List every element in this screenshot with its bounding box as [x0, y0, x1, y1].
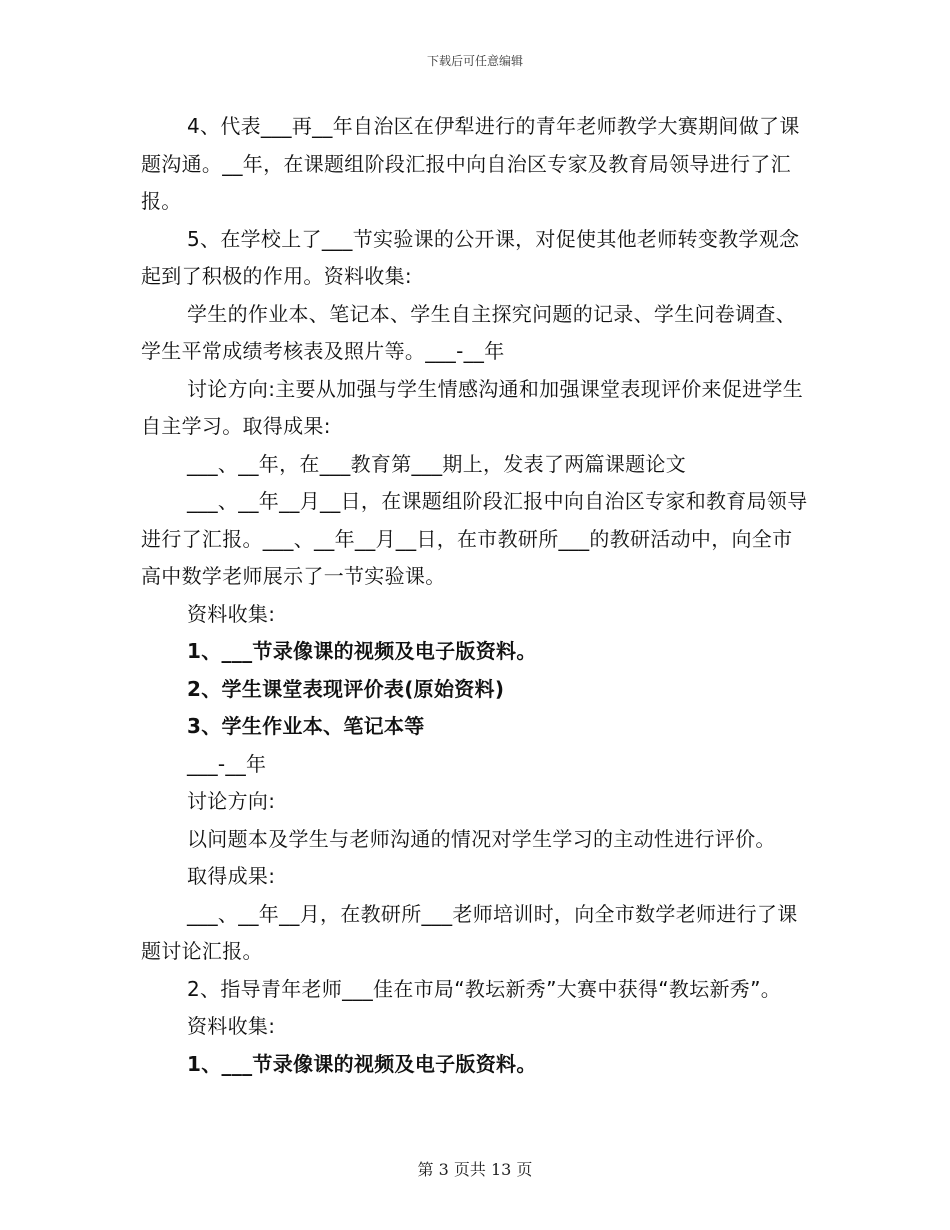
paragraph-result-training: ___、__年__月，在教研所___老师培训时，向全市数学老师进行了课题讨论汇报。 — [141, 901, 798, 963]
list-item-homework: 3、学生作业本、笔记本等 — [187, 714, 425, 738]
paragraph-direction-heading: 讨论方向: — [187, 789, 276, 813]
paragraph-materials-heading: 资料收集: — [187, 601, 276, 626]
paragraph-item-2-guidance: 2、指导青年老师___佳在市局“教坛新秀”大赛中获得“教坛新秀”。 — [187, 976, 782, 1001]
page-header: 下载后可任意编辑 — [426, 54, 523, 68]
paragraph-item-5: 5、在学校上了___节实验课的公开课，对促使其他老师转变教学观念起到了积极的作用。资料收集: — [141, 226, 800, 288]
list-item-video: 1、___节录像课的视频及电子版资料。 — [187, 639, 537, 663]
paragraph-result-papers: ___、__年，在___教育第___期上，发表了两篇课题论文 — [187, 451, 686, 476]
list-item-video-2: 1、___节录像课的视频及电子版资料。 — [187, 1051, 537, 1076]
list-item-evaluation-form: 2、学生课堂表现评价表(原始资料) — [187, 676, 505, 701]
paragraph-research-direction: 讨论方向:主要从加强与学生情感沟通和加强课堂表现评价来促进学生自主学习。取得成果: — [141, 376, 804, 438]
paragraph-materials-heading-2: 资料收集: — [187, 1014, 276, 1038]
paragraph-item-4: 4、代表___再__年自治区在伊犁进行的青年老师教学大赛期间做了课题沟通。__年，在课题组阶段汇报中向自治区专家及教育局领导进行了汇报。 — [141, 114, 800, 213]
paragraph-direction-text: 以问题本及学生与老师沟通的情况对学生学习的主动性进行评价。 — [187, 826, 776, 851]
page-footer: 第 3 页共 13 页 — [417, 1160, 533, 1179]
paragraph-year-range: ___-__年 — [187, 751, 267, 776]
document-body — [141, 108, 811, 1083]
paragraph-results-heading: 取得成果: — [187, 864, 276, 888]
paragraph-materials: 学生的作业本、笔记本、学生自主探究问题的记录、学生问卷调查、学生平常成绩考核表及照片等。___-__年 — [141, 301, 796, 363]
paragraph-result-report: ___、__年__月__日，在课题组阶段汇报中向自治区专家和教育局领导进行了汇报。___、__年__月__日，在市教研所___的教研活动中，向全市高中数学老师展示了一节实验课。 — [141, 489, 808, 588]
